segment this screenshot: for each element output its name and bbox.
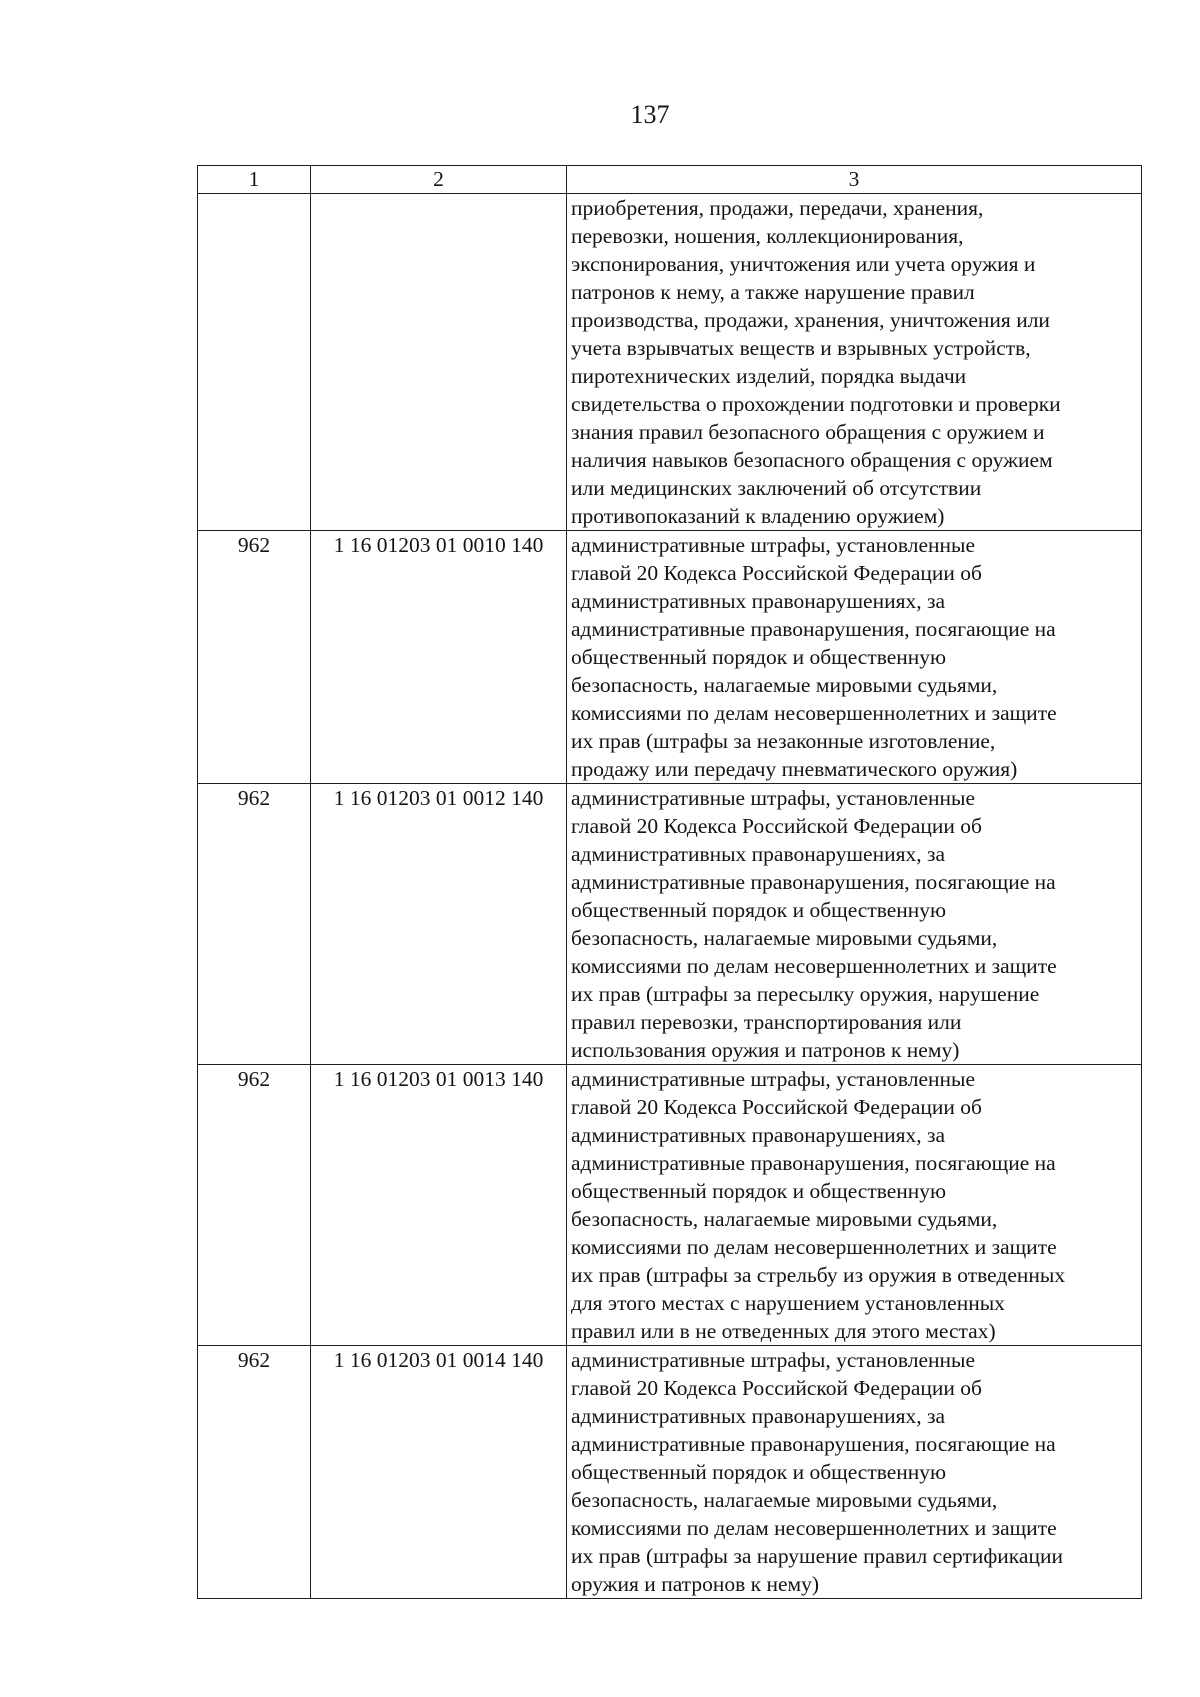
row-description-cell (567, 1346, 1142, 1599)
row-description: административные штрафы, установленные главой 20 Кодекса Российской Федерации об административных правонарушениях, за административные правонарушения, посягающие на общественный порядок и общественную безопасность, налагаемые мировыми судьями, комиссиями по делам несовершеннолетних и защите их прав (штрафы за стрельбу из оружия в отведенных для этого местах с нарушением установленных правил или в не отведенных для этого местах) (571, 1067, 1066, 1343)
table-row (198, 784, 1142, 1065)
row-code: 962 (198, 531, 311, 784)
table-header-row (198, 166, 1142, 194)
row-description: приобретения, продажи, передачи, хранения, перевозки, ношения, коллекционирования, экспонирования, уничтожения или учета оружия и патронов к нему, а также нарушение правил производства, продажи, хранения, уничтожения или учета взрывчатых веществ и взрывных устройств, пиротехнических изделий, порядка выдачи свидетельства о прохождении подготовки и проверки знания правил безопасного обращения с оружием и наличия навыков безопасного обращения с оружием или медицинских заключений об отсутствии противопоказаний к владению оружием) (571, 196, 1061, 528)
row-classification-code (311, 194, 567, 531)
row-description-cell (567, 194, 1142, 531)
row-description-cell (567, 1065, 1142, 1346)
table-row (198, 194, 1142, 531)
header-col-2: 2 (311, 166, 567, 194)
row-code: 962 (198, 784, 311, 1065)
row-description: административные штрафы, установленные главой 20 Кодекса Российской Федерации об административных правонарушениях, за административные правонарушения, посягающие на общественный порядок и общественную безопасность, налагаемые мировыми судьями, комиссиями по делам несовершеннолетних и защите их прав (штрафы за пересылку оружия, нарушение правил перевозки, транспортирования или использования оружия и патронов к нему) (571, 786, 1057, 1062)
header-col-3: 3 (567, 166, 1142, 194)
table-row (198, 531, 1142, 784)
table-row (198, 1346, 1142, 1599)
row-classification-code: 1 16 01203 01 0014 140 (311, 1346, 567, 1599)
row-description-cell (567, 531, 1142, 784)
row-classification-code: 1 16 01203 01 0012 140 (311, 784, 567, 1065)
row-code (198, 194, 311, 531)
header-col-1: 1 (198, 166, 311, 194)
document-table (197, 165, 1142, 1599)
row-description-cell (567, 784, 1142, 1065)
row-classification-code: 1 16 01203 01 0013 140 (311, 1065, 567, 1346)
page-number: 137 (630, 100, 670, 129)
row-code: 962 (198, 1346, 311, 1599)
table-row (198, 1065, 1142, 1346)
row-description: административные штрафы, установленные главой 20 Кодекса Российской Федерации об административных правонарушениях, за административные правонарушения, посягающие на общественный порядок и общественную безопасность, налагаемые мировыми судьями, комиссиями по делам несовершеннолетних и защите их прав (штрафы за незаконные изготовление, продажу или передачу пневматического оружия) (571, 533, 1057, 781)
row-description: административные штрафы, установленные главой 20 Кодекса Российской Федерации об административных правонарушениях, за административные правонарушения, посягающие на общественный порядок и общественную безопасность, налагаемые мировыми судьями, комиссиями по делам несовершеннолетних и защите их прав (штрафы за нарушение правил сертификации оружия и патронов к нему) (571, 1348, 1063, 1596)
row-code: 962 (198, 1065, 311, 1346)
row-classification-code: 1 16 01203 01 0010 140 (311, 531, 567, 784)
